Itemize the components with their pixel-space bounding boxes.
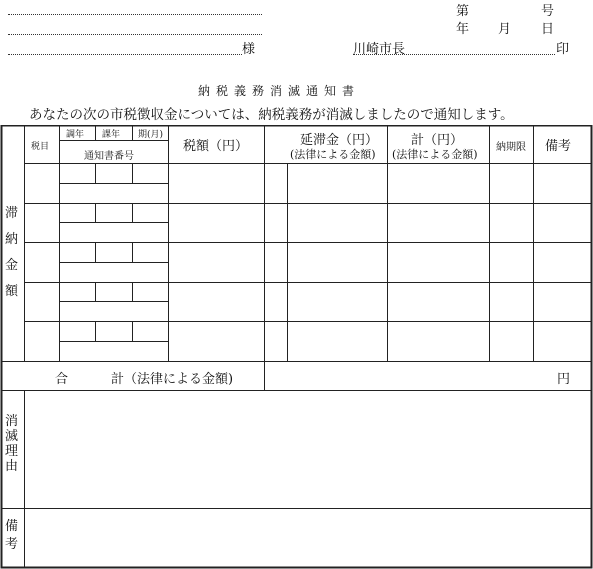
col-kanen: 課年 <box>102 130 121 140</box>
reason-field[interactable] <box>26 392 590 507</box>
col-ki: 期(月) <box>138 130 164 140</box>
col-zeimoku: 税目 <box>31 142 50 152</box>
number-go-label: 号 <box>541 4 555 19</box>
address-line-1[interactable] <box>8 14 262 15</box>
remarks-label: 備 考 <box>5 519 19 552</box>
side-label-tainou: 滞 納 金 額 <box>5 206 19 299</box>
document-title: 納税義務消滅通知書 <box>198 84 361 98</box>
col-chonen: 調年 <box>66 130 85 140</box>
issuer-label: 川崎市長 <box>353 42 406 57</box>
col-entai-sub: (法律による金額) <box>290 148 376 161</box>
col-kei: 計（円） <box>411 133 464 148</box>
intro-text: あなたの次の市税徴収金については、納税義務が消滅しましたので通知します。 <box>29 107 514 123</box>
col-kei-sub: (法律による金額) <box>392 148 478 161</box>
name-line[interactable] <box>8 54 242 55</box>
remarks-field[interactable] <box>26 510 590 566</box>
total-label-b: 計（法律による金額) <box>111 372 234 387</box>
total-label-a: 合 <box>55 372 69 387</box>
reason-label: 消 滅 理 由 <box>5 414 19 474</box>
col-biko: 備考 <box>545 139 572 154</box>
notice-table <box>0 125 593 569</box>
month-label: 月 <box>498 22 512 37</box>
total-amount-field[interactable] <box>290 363 550 389</box>
address-line-2[interactable] <box>8 34 262 35</box>
col-entai: 延滞金（円） <box>300 133 379 148</box>
col-zeigaku: 税額（円） <box>183 139 249 154</box>
col-tsuchi: 通知書番号 <box>84 151 134 162</box>
total-unit: 円 <box>557 372 571 387</box>
seal-label: 印 <box>556 42 570 57</box>
number-dai-label: 第 <box>456 4 470 19</box>
year-label: 年 <box>456 22 470 37</box>
issuer-line <box>353 54 555 55</box>
day-label: 日 <box>541 22 555 37</box>
sama-label: 様 <box>242 42 256 57</box>
col-nouki: 納期限 <box>496 142 526 153</box>
